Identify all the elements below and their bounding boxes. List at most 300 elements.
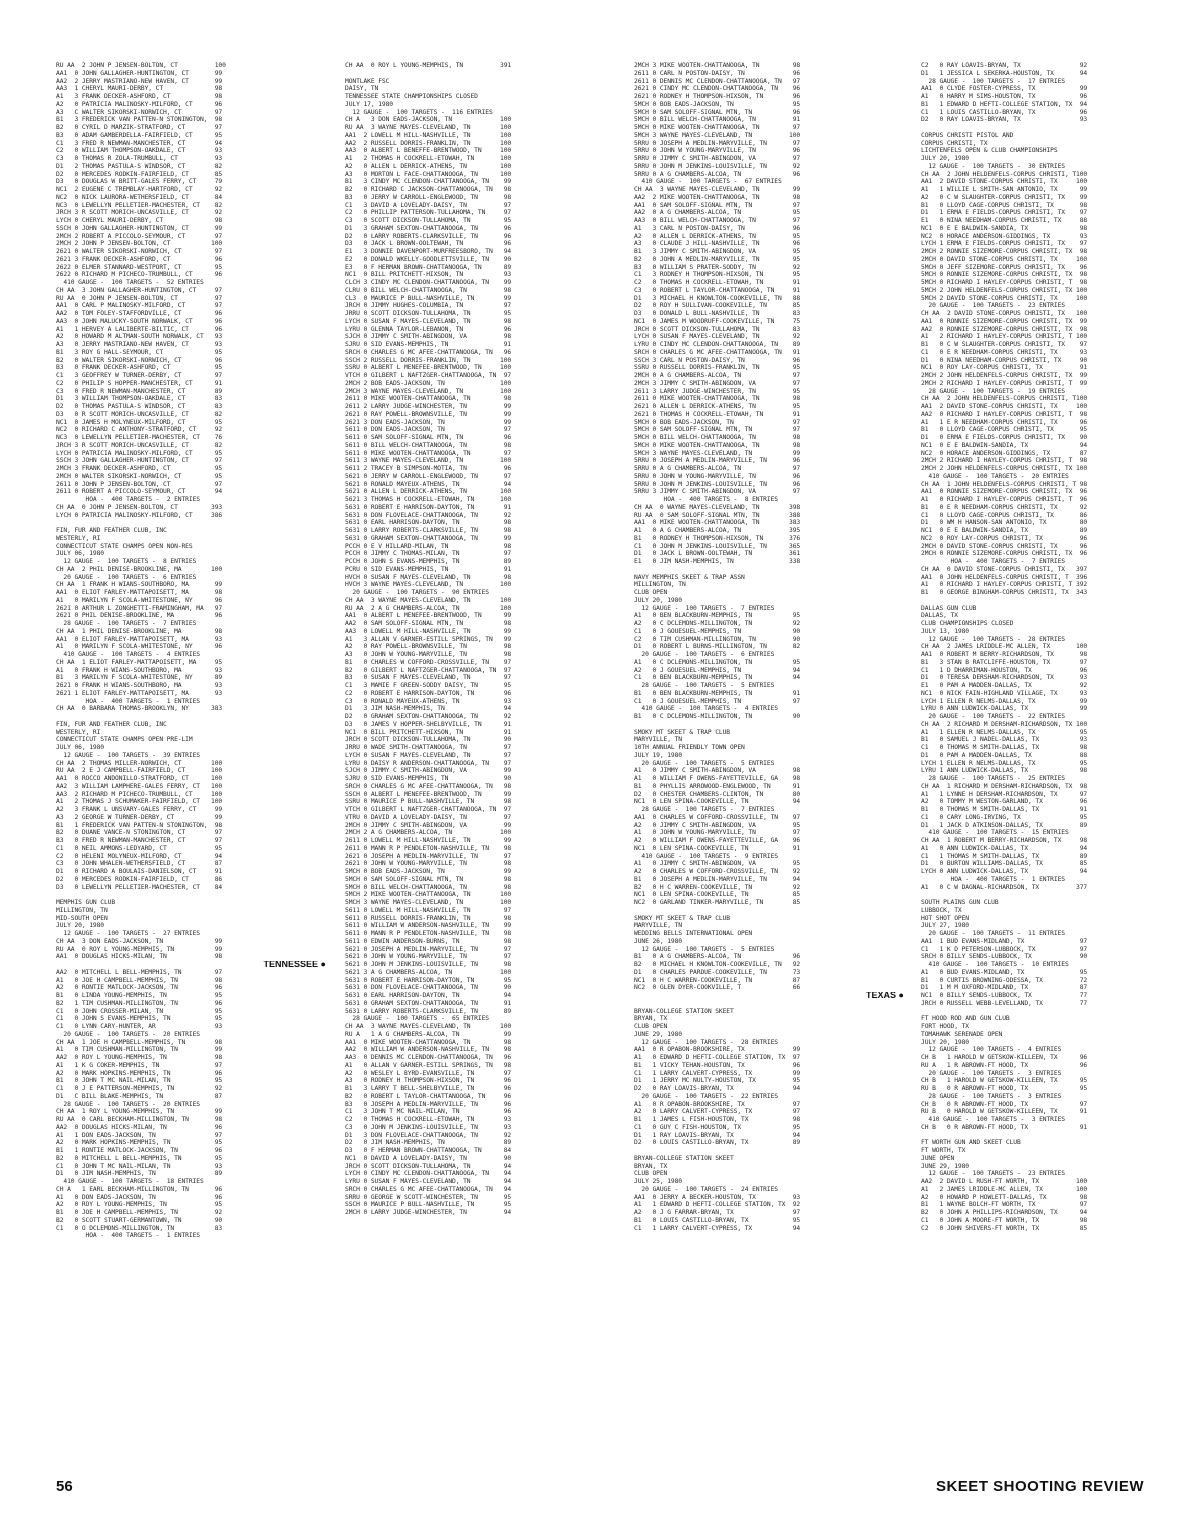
result-line: CLUB CHAMPIONSHIPS CLOSED [921,620,1014,627]
result-line: A2 0 HOWARD M ALTMAN-SOUTH NORWALK, CT 93 [56,333,223,341]
result-line: A3 0 JERRY MASTRIANO-NEW HAVEN, CT 93 [56,341,223,348]
result-line: JRCH 0 SCOTT DICKSON-TULLAHOMA, TN 90 [345,736,512,744]
results-column-2 [345,62,619,1217]
result-line: AA2 3 WILLIAM LAMPHERE-GALES FERRY, CT 100 [56,782,223,790]
result-line: CH AA 3 WAYNE MAYES-CLEVELAND, TN 100 [345,596,512,604]
results-column-1 [56,62,330,1240]
result-line: B1 0 SAMUEL J NADEL-DALLAS, TX 93 [921,736,1088,744]
result-line: LYRU 0 GLENNA TAYLOR-LEBANON, TN 96 [345,325,512,333]
result-line: AA2 0 TOM FOLEY-STAFFORDVILLE, CT 96 [56,310,223,317]
result-line: NC1 0 DAVID A LOVELADY-DAISY, TN 90 [345,1154,512,1162]
result-line: A1 0 WILLIAM F OWENS-FAYETTEVILLE, GA 98 [634,775,801,782]
result-line: D2 0 MERCEDES RODKIN-FAIRFIELD, CT 85 [56,170,223,178]
result-line: D3 0 DOUGLAS W BRITT-GALES FERRY, CT 79 [56,178,223,186]
result-line: E1 0 JIM NASH-MEMPHIS, TN 338 [634,558,801,565]
result-line: JULY 25, 1980 [634,1178,682,1185]
result-line: E3 0 F HERMAN BROWN-CHATTANOOGA, TN 89 [345,263,512,271]
result-line: 2MCH 0 JIMMY C SMITH-ABINGDON, VA 99 [345,821,512,829]
result-line: C1 0 E R NEEDHAM-CORPUS CHRISTI, TX 93 [921,348,1088,356]
result-line: AA1 2 LOWELL M HILL-NASHVILLE, TN 100 [345,131,512,139]
result-line: 20 GAUGE - 100 TARGETS - 90 ENTRIES [345,589,489,596]
result-line: 2621 1 ELIOT FARLEY-MATTAPOISETT, MA 93 [56,689,223,697]
result-line: CH AA 1 RICHARD M DERSHAM-RICHARDSON, TX 98 [921,782,1088,790]
result-line: C2 0 PHILLIP PATTERSON-TULLAHOMA, TN 97 [345,209,512,217]
result-line: RU AA 0 ROY L YOUNG-MEMPHIS, TN 99 [56,945,223,953]
result-line: 28 GAUGE - 100 TARGETS - 19 ENTRIES [921,387,1065,395]
result-line: C1 0 THOMAS M SMITH-DALLAS, TX 98 [921,744,1088,751]
result-line: AA2 0 MITCHELL L BELL-MEMPHIS, TN 97 [56,968,223,976]
page-footer [56,1478,1144,1498]
result-line: JRCH 0 RUSSELL WEBB-LEVELLAND, TX 77 [921,999,1088,1007]
page-number: 56 [56,1478,73,1495]
result-line: 5MCH 3 WAYNE MAYES-CLEVELAND, TN 100 [634,131,801,139]
result-line: NC3 0 LEWELLYN PELLETIER-MACHESTER, CT 82 [56,201,223,209]
result-line: D1 0 RICHARD A BOULAIS-DANIELSON, CT 91 [56,868,223,875]
result-line: AA1 1 BUD EVANS-MIDLAND, TX 97 [921,937,1088,945]
result-line: AA1 0 CLYDE FOSTER-CYPRESS, TX 99 [921,85,1088,93]
result-line: B1 1 VICKY TEHAN-HOUSTON, TX 96 [634,1061,801,1069]
result-line: 2622 0 ELMER STANNARD-WESTPORT, CT 95 [56,263,223,271]
result-line: D1 1 ERMA E FIELDS-CORPUS CHRISTI, TX 97 [921,209,1088,217]
result-line: C1 0 CARY LONG-IRVING, TX 95 [921,813,1088,821]
result-line: 28 GAUGE - 100 TARGETS - 17 ENTRIES [921,77,1065,85]
result-line: 2MCH 3 MIKE WOOTEN-CHATTANOOGA, TN 98 [634,62,801,69]
result-line: AA1 0 ROBERT M BERRY-RICHARDSON, TX 98 [921,651,1088,658]
result-line: LYRU 0 SUSAN F MAYES-CLEVELAND, TN 94 [345,1178,512,1185]
result-line: SSCH 0 MAURICE P BULL-NASHVILLE, TN 95 [345,1201,512,1209]
result-line: 12 GAUGE - 100 TARGETS - 30 ENTRIES [921,162,1065,170]
result-line: NC1 0 E E BALDWIN-SANDIA, TX 94 [921,441,1088,449]
result-line: A1 0 BUD EVANS-MIDLAND, TX 95 [921,968,1088,976]
result-line: AA1 0 DOUGLAS HICKS-MILAN, TN 98 [56,953,223,961]
result-line: 5611 0 DON EADS-JACKSON, TN 97 [345,426,512,434]
result-line: 20 GAUGE - 100 TARGETS - 24 ENTRIES [634,1185,778,1193]
result-line: A1 0 RICHARD I HAYLEY-CORPUS CHRISTI, T 392 [921,581,1088,589]
result-line: C1 1 D DHARRIMAN-HOUSTON, TX 96 [921,666,1088,674]
result-line: A2 0 C DCLEMONS-MILLINGTON, TN 92 [634,620,801,627]
result-line: A2 0 J GOUESUEL-MEMPHIS, TN 94 [634,666,801,674]
result-line: 2MCH 2 RICHARD I HAYLEY-CORPUS CHRISTI, T 98 [921,457,1088,465]
result-line: 410 GAUGE - 100 TARGETS - 20 ENTRIES [921,472,1069,480]
result-line: CLUB OPEN [634,1023,668,1030]
result-line: JRCH 3 R SCOTT MORICH-UNCASVILLE, CT 82 [56,441,223,449]
result-line: C2 0 WILLIAM THOMPSON-OAKDALE, CT 93 [56,147,223,155]
result-line: CH AA 0 WAYNE MAYES-CLEVELAND, TN 398 [634,503,801,511]
result-line: A3 0 RODNEY H THOMPSON-HIXSON, TN 96 [345,1077,512,1085]
result-line: 5611 0 LOWELL M HILL-NASHVILLE, TN 97 [345,906,512,914]
result-line: 2621 3 FRANK DECKER-ASHFORD, CT 96 [56,255,223,263]
result-line: A2 0 C W SLAUGHTER-CORPUS CHRISTI, TX 99 [921,193,1088,201]
result-line: D1 1 JACK D ATKINSON-DALLAS, TX 89 [921,821,1088,829]
result-line: C3 0 SCOTT DICKSON-TULLAHOMA, TN 95 [345,217,512,224]
result-line: B1 1 EDWARD D HEFTI-COLLEGE STATION, TX 94 [921,100,1088,108]
result-line: 28 GAUGE - 100 TARGETS - 25 ENTRIES [921,775,1065,782]
result-line: B1 0 LLOYD CAGE-CORPUS CHRISTI, TX 98 [921,201,1088,209]
result-line: D2 0 LARRY ROBERTS-CLARKSVILLE, TN 96 [345,232,512,240]
result-line: B1 0 CURTIS BROWNING-ODESSA, TX 72 [921,976,1088,984]
result-line: 2621 0 THOMAS H COCKRELL-ETOWAH, TN 91 [634,410,801,418]
result-line: C1 3 DAVID A LOVELADY-DAISY, TN 97 [345,201,512,209]
result-line: 5MCH 0 MIKE WOOTEN-CHATTANOOGA, TN 98 [634,441,801,449]
result-line: JUNE OPEN [921,1154,955,1162]
result-line: A1 2 RICHARD I HAYLEY-CORPUS CHRISTI, T 100 [921,333,1088,341]
result-line: B1 0 RODNEY H THOMPSON-HIXSON, TN 376 [634,534,801,542]
result-line: A2 3 FRANK L UNSVARY-GALES FERRY, CT 99 [56,806,223,813]
result-line: 28 GAUGE - 100 TARGETS - 7 ENTRIES [634,806,775,813]
result-line: 5631 0 EARL HARRISON-DAYTON, TN 94 [345,992,512,999]
result-line: LYCH 1 ELLEN R NELMS-DALLAS, TX 95 [921,759,1088,767]
result-line: DALLAS GUN CLUB [921,604,977,612]
result-line: 12 GAUGE - 100 TARGETS - 4 ENTRIES [921,1046,1062,1054]
result-line: B1 1 FREDERICK VAN PATTEN-N STONINGTON, 98 [56,821,223,829]
result-line: 410 GAUGE - 100 TARGETS - 4 ENTRIES [634,705,778,713]
result-line: 2621 0 RODNEY H THOMPSON-HIXSON, TN 96 [634,93,801,100]
result-line: 5611 0 MANN R P PENDLETON-NASHVILLE, TN 98 [345,930,512,937]
results-column-4 [921,62,1195,1232]
result-line: MEMPHIS GUN CLUB [56,899,116,906]
result-line: D1 0 ROBERT L BURNS-MILLINGTON, TN 82 [634,643,801,651]
result-line: A3 2 GEORGE W TURNER-DERBY, CT 99 [56,813,223,821]
result-line: C1 0 JOHN CROSSER-MILAN, TN 95 [56,1007,223,1015]
result-line: AA1 0 MIKE WOOTEN-CHATTANOOGA, TN 383 [634,519,801,527]
result-line: B1 0 GEORGE BINGHAM-CORPUS CHRISTI, TX 343 [921,589,1088,596]
result-line: RU B 0 HAROLD W GETSKOW-KILLEEN, TX 91 [921,1108,1088,1116]
result-line: HOA - 400 TARGETS - 1 ENTRIES [56,1232,200,1240]
result-line: 410 GAUGE - 100 TARGETS - 18 ENTRIES [56,1178,204,1185]
result-line: LYRU 0 DAISY R ANDERSON-CHATTANOOGA, TN 97 [345,759,512,767]
result-line: 2MCH 3 WAYNE MAYES-CLEVELAND, TN 100 [345,387,512,395]
result-line: 28 GAUGE - 100 TARGETS - 20 ENTRIES [56,1100,200,1108]
result-line: LYCH 1 ELLEN R NELMS-DALLAS, TX 99 [921,697,1088,705]
result-line: C1 3 MAMIE F GREEN-SODDY DAISY, TN 95 [345,682,512,689]
result-line: D1 1 M M OXFORD-MIDLAND, TX 87 [921,984,1088,992]
result-line: 2621 0 WALTER SIKORSKI-NORWICH, CT 97 [56,248,223,255]
result-line: CH AA 1 PHIL DENISE-BROOKLINE, MA 98 [56,627,223,635]
result-line: PCCH 0 JOHN S EVANS-MEMPHIS, TN 89 [345,558,512,565]
result-line: A1 1 K G COKER-MEMPHIS, TN 97 [56,1061,223,1069]
result-line: AA1 0 ELIOT FARLEY-MATTAPOISETT, MA 93 [56,635,223,643]
result-line: 2611 0 ROBERT A PICCOLO-SEYMOUR, CT 94 [56,488,223,496]
result-line: C1 0 JOHN M JENKINS-LOUISVILLE, TN 365 [634,542,801,550]
result-line: AA1 0 SAM SOLOFF-SIGNAL MTN, TN 97 [634,201,801,209]
result-line: 5RRU 0 JOHN M JENKINS-LOUISVILLE, TN 96 [634,480,801,488]
result-line: NC1 0 BILL PRITCHETT-HIXSON, TN 91 [345,728,512,736]
result-line: A1 2 JAMES LRIDDLE-MC ALLEN, TX 100 [921,1185,1088,1193]
result-line: LYCH 0 PATRICIA MALINOSKY-MILFORD, CT 386 [56,511,223,519]
result-line: 5621 0 RONALD MAYEUX-ATHENS, TN 94 [345,480,512,488]
result-line: LYCH 0 PATRICIA MALINOSKY-MILFORD, CT 95 [56,449,223,457]
result-line: 2MCH 2 A G CHAMBERS-ALCOA, TN 100 [345,829,512,837]
result-line: 5RRU 0 A G CHAMBERS-ALCOA, TN 96 [634,170,801,178]
result-line: MID-SOUTH OPEN [56,914,108,922]
result-line: B2 0 JOHN A PHILLIPS-RICHARDSON, TX 94 [921,1209,1088,1216]
result-line: 12 GAUGE - 100 TARGETS - 28 ENTRIES [634,1038,778,1046]
result-line: AA1 0 MIKE WOOTEN-CHATTANOOGA, TN 98 [345,1038,512,1046]
result-line: SMOKY MT SKEET & TRAP CLUB [634,914,730,922]
result-line: CL3 0 MAURICE P BULL-NASHVILLE, TN 99 [345,294,512,302]
result-line: B1 0 JOE H CAMPBELL-MEMPHIS, TN 92 [56,1209,223,1216]
result-line: AA1 0 RONNIE SIZEMORE-CORPUS CHRISTI, TX 99 [921,317,1088,325]
result-line: CH A 3 DON EADS-JACKSON, TN 100 [345,116,512,124]
result-line: MILLINGTON, TN [634,581,686,589]
result-line: B1 1 WAYNE BOLCH-FT WORTH, TX 97 [921,1201,1088,1209]
result-line: CH AA 1 JOE H CAMPBELL-MEMPHIS, TN 98 [56,1038,223,1046]
result-line: LICHTENFELS OPEN & CLUB CHAMPIONSHIPS [921,147,1058,155]
result-line: NAVY MEMPHIS SKEET & TRAP ASSN [634,573,745,581]
result-line [634,566,908,574]
result-line: CH AA 1 ROY L YOUNG-MEMPHIS, TN 99 [56,1108,223,1116]
result-line: CH AA 2 DAVID STONE-CORPUS CHRISTI, TX 100 [921,310,1088,317]
result-line: B1 0 THOMAS M SMITH-DALLAS, TX 91 [921,806,1088,813]
result-line [921,891,1195,899]
result-line: B1 0 E R NEEDHAM-CORPUS CHRISTI, TX 92 [921,503,1088,511]
result-line: D1 0 BURTON WILLIAMS-DALLAS, TX 85 [921,860,1088,868]
result-line: A1 0 EDWARD D HEFTI-COLLEGE STATION, TX 97 [634,1054,801,1061]
result-line: TOMAHAWK SERENADE OPEN [921,1030,1003,1038]
result-line: 5621 0 JOSEPH A MEDLIN-MARYVILLE, TN 97 [345,945,512,953]
result-line: CH AA 0 BARBARA THOMAS-BROOKLYN, NY 383 [56,705,223,713]
result-line: C1 3 RODNEY H THOMPSON-HIXSON, TN 95 [634,271,801,279]
result-line: 5MCH 0 SAM SOLOFF-SIGNAL MTN, TN 97 [634,426,801,434]
result-line: A2 0 ROY L YOUNG-MEMPHIS, TN 95 [56,1201,223,1209]
result-line: B1 0 A G CHAMBERS-ALCOA, TN 96 [634,953,801,961]
result-line: 5RRU 0 JOSEPH A MEDLIN-MARYVILLE, TN 97 [634,139,801,147]
result-line: A2 0 J G FARRAR-BRYAN, TX 97 [634,1209,801,1216]
result-line [56,713,330,721]
result-line: NC2 0 ROY LAY-CORPUS CHRISTI, TX 96 [921,534,1088,542]
result-line: 5MCH 2 JOHN HELDENFELS-CORPUS CHRISTI, TX 100 [921,286,1088,294]
result-line: 2MCH 0 DAVID STONE-CORPUS CHRISTI, TX 100 [921,255,1088,263]
result-line: HOA - 400 TARGETS - 8 ENTRIES [634,496,778,503]
result-line: B2 0 H C WARREN-COOKEVILLE, TN 92 [634,883,801,891]
result-line: C1 0 NEIL AMMONS-LEDYARD, CT 95 [56,844,223,852]
result-line: B1 0 JOSEPH A MEDLIN-MARYVILLE, TN 94 [634,875,801,883]
result-line: HVCH 3 WAYNE MAYES-CLEVELAND, TN 100 [345,581,512,589]
result-line: C1 3 FRED R NEWMAN-MANCHESTER, CT 94 [56,139,223,147]
result-line: 5611 0 RUSSELL DORRIS-FRANKLIN, TN 98 [345,914,512,922]
result-line: B1 3 MARILYN F SCOLA-WHITESTONE, NY 89 [56,674,223,682]
result-line: CH AA 3 WAYNE MAYES-CLEVELAND, TN 99 [634,186,801,193]
result-line: A1 0 JIMMY C SMITH-ABINGDON, VA 98 [634,767,801,775]
result-line: SSCH 2 RUSSELL DORRIS-FRANKLIN, TN 100 [345,356,512,364]
result-line: SOUTH PLAINS GUN CLUB [921,899,999,906]
result-line: A1 0 R OPABON-BROOKSHIRE, TX 97 [634,1100,801,1108]
result-line: 20 GAUGE - 100 TARGETS - 22 ENTRIES [634,1092,778,1100]
result-line: LUBBOCK, TX [921,906,962,914]
result-line: TENNESSEE STATE CHAMPIONSHIPS CLOSED [345,93,478,100]
result-line: SSCH 0 ALBERT L MENEFEE-BRENTWOOD, TN 99 [345,790,512,798]
result-line: WEDDING BELLS INTERNATIONAL OPEN [634,930,753,937]
result-line: A2 0 WILLIAM F OWENS-FAYETTEVILLE, GA 96 [634,837,801,844]
result-line: BRYAN-COLLEGE STATION SKEET [634,1154,734,1162]
result-line: 5MCH 2 MIKE WOOTEN-CHATTANOOGA, TN 100 [345,891,512,899]
result-line: CONNECTICUT STATE CHAMPS OPEN PRE-LIM [56,736,193,744]
result-line: A1 1 E R NEEDHAM-CORPUS CHRISTI, TX 96 [921,418,1088,426]
result-line: RU AA 0 JOHN P JENSEN-BOLTON, CT 97 [56,294,223,302]
result-line: 5RRU 0 A G CHAMBERS-ALCOA, TN 97 [634,465,801,472]
result-line: NC2 0 HORACE ANDERSON-GIDDINGS, TX 93 [921,232,1088,240]
result-line: D1 1 JERRY MC NULTY-HOUSTON, TX 95 [634,1077,801,1085]
result-line: A2 0 WESLEY L BYRD-EVANSVILLE, TN 97 [345,1069,512,1077]
result-line: D1 0 JACK L BROWN-OOLTEWAH, TN 361 [634,550,801,558]
result-line: B1 3 LARRY T BELL-SHELBYVILLE, TN 96 [345,1085,512,1092]
result-line: 5631 0 GRAHAM SEXTON-CHATTANOOGA, TN 99 [345,534,512,542]
result-line: CH AA 2 THOMAS MILLER-NORWICH, CT 100 [56,759,223,767]
result-line: 5RRU 3 JIMMY C SMITH-ABINGDON, VA 97 [634,488,801,496]
result-line: 5MCH 0 BOB EADS-JACKSON, TN 95 [634,100,801,108]
result-line: CH AA 1 JOHN HELDENFELS-CORPUS CHRISTI, T 98 [921,480,1088,488]
result-line: C1 0 BEN BLACKBURN-MEMPHIS, TN 94 [634,674,801,682]
result-line: C2 0 THOMAS H COCKRELL-ETOWAH, TN 91 [634,279,801,286]
result-line: 5631 0 GRAHAM SEXTON-CHATTANOOGA, TN 91 [345,999,512,1007]
result-line: LYRU 0 ANN LUDWICK-DALLAS, TX 99 [921,705,1088,713]
result-line: D1 C BILL BLAKE-MEMPHIS, TN 87 [56,1092,223,1100]
result-line: 5621 3 A G CHAMBERS-ALCOA, TN 100 [345,968,512,976]
result-line: E1 0 PAM A MADDEN-DALLAS, TX 92 [921,682,1088,689]
result-line: MARYVILLE, TN [634,736,682,744]
results-column-3 [634,62,908,1232]
result-line: 2MCH 2 JOHN HELDENFELS-CORPUS CHRISTI, TX 99 [921,372,1088,379]
result-line: 5MCH 0 BOB EADS-JACKSON, TN 99 [345,868,512,875]
result-line: LYCH 0 SUSAN F MAYES-CLEVELAND, TN 92 [634,333,801,341]
result-line: B3 0 SUSAN F MAYES-CLEVELAND, TN 97 [345,674,512,682]
result-line: JULY 20, 1980 [921,155,969,162]
result-line: 2MCH 2 BOB EADS-JACKSON, TN 100 [345,379,512,387]
result-line: RU AA 3 WAYNE MAYES-CLEVELAND, TN 100 [345,124,512,131]
result-line: AA1 0 RONNIE SIZEMORE-CORPUS CHRISTI, TX 96 [921,488,1088,496]
result-line: CH B 1 HAROLD W GETSKOW-KILLEEN, TX 95 [921,1077,1088,1085]
result-line: NC2 0 NICK LAURORA-WETHERSFIELD, CT 84 [56,193,223,201]
result-line: HOA - 400 TARGETS - 1 ENTRIES [56,697,200,705]
result-line: 5MCH 2 DAVID STONE-CORPUS CHRISTI, TX 100 [921,294,1088,302]
result-line: VTRU 0 DAVID A LOVELADY-DAISY, TN 97 [345,813,512,821]
result-line: A1 0 ANN LUDWICK-DALLAS, TX 94 [921,844,1088,852]
result-line: D3 0 R SCOTT MORICH-UNCASVILLE, CT 82 [56,410,223,418]
result-line: 5MCH 3 WAYNE MAYES-CLEVELAND, TN 100 [345,899,512,906]
result-line: A1 3 CARL N POSTON-DAISY, TN 96 [634,224,801,232]
result-line: CH AA 3 WAYNE MAYES-CLEVELAND, TN 100 [345,1023,512,1030]
result-line: NC1 0 ROY LAY-CORPUS CHRISTI, TX 91 [921,364,1088,372]
result-line: D1 0 NINA NEEDHAM-CORPUS CHRISTI, TX 90 [921,356,1088,364]
result-line: A1 0 BEN BLACKBURN-MEMPHIS, TN 95 [634,612,801,620]
result-line: 5RRU 0 JOSEPH A MEDLIN-MARYVILLE, TN 96 [634,457,801,465]
result-line: JULY 27, 1980 [921,922,969,930]
result-line [921,597,1195,605]
result-line: D2 0 GRAHAM SEXTON-CHATTANOOGA, TN 92 [345,713,512,720]
result-line: MILLINGTON, TN [56,906,108,914]
result-line: HOA - 400 TARGETS - 1 ENTRIES [921,875,1065,883]
state-header: TEXAS ● [866,992,904,1000]
result-line: 2611 0 JOHN P JENSEN-BOLTON, CT 97 [56,480,223,488]
result-line: 2621 0 ARTHUR L ZONGHETTI-FRAMINGHAM, MA 97 [56,604,223,612]
result-line: C2 0 HELENI MOLYNEUX-MILFORD, CT 94 [56,852,223,860]
result-line: C2 0 TIM CUSHMAN-MILLINGTON, TN 90 [634,635,801,643]
result-line: 12 GAUGE - 100 TARGETS - 28 ENTRIES [921,635,1065,643]
result-line: FIN, FUR AND FEATHER CLUB, INC [56,527,167,534]
result-line: 12 GAUGE - 100 TARGETS - 7 ENTRIES [634,604,775,612]
result-line: NC2 0 GLEN DYER-COOKVILLE, T 66 [634,984,801,992]
result-line: SSCH 3 CARL N POSTON-DAISY, TN 96 [634,356,801,364]
result-line: 5631 0 DON FLOVELACE-CHATTANOOGA, TN 92 [345,511,512,519]
result-line: A1 0 A G CHAMBERS-ALCOA, TN 395 [634,527,801,534]
result-line: SRCH 0 CHARLES G MC AFEE-CHATTANOOGA, TN 94 [345,1185,512,1193]
result-line: AA3 0 JOHN MALUCKY-SOUTH NORWALK, CT 96 [56,317,223,325]
result-line: LYCH 1 ERMA E FIELDS-CORPUS CHRISTI, TX 97 [921,240,1088,248]
result-line: A1 3 FRANK DECKER-ASHFORD, CT 98 [56,93,223,100]
result-line: C3 0 THOMAS R ZOLA-TRUMBULL, CT 93 [56,155,223,162]
result-line: AA2 2 DAVID L RUSH-FT WORTH, TX 100 [921,1178,1088,1185]
result-line: 5MCH 0 MIKE WOOTEN-CHATTANOOGA, TN 97 [634,124,801,131]
result-line: D1 0 TERESA DERSHAM-RICHARDSON, TX 93 [921,674,1088,682]
result-line: CH AA 3 DON EADS-JACKSON, TN 99 [56,937,223,945]
result-line: WESTERLY, RI [56,728,101,736]
result-line: SJCH 0 JIMMY C SMITH-ABINGDON, VA 98 [345,333,512,341]
result-line: 410 GAUGE - 100 TARGETS - 52 ENTRIES [56,279,204,286]
result-line: NC1 0 E E BALDWIN-SANDIA, TX 98 [921,224,1088,232]
result-line: 5611 0 EDWIN ANDERSON-BURNS, TN 98 [345,937,512,945]
result-line: 2MCH 0 DAVID STONE-CORPUS CHRISTI, TX 96 [921,542,1088,550]
result-line: 5621 3 THOMAS H COCKRELL-ETOWAH, TN 100 [345,496,512,503]
result-line: 28 GAUGE - 100 TARGETS - 7 ENTRIES [56,620,197,627]
result-line: C3 0 JOHN M JENKINS-LOUISVILLE, TN 93 [345,1123,512,1131]
result-line: B2 0 RICHARD C JACKSON-CHATTANOOGA, TN 98 [345,186,512,193]
result-line: AA1 0 JOHN HELDENFELS-CORPUS CHRISTI, T 396 [921,573,1088,581]
result-line: 2MCH 0 LARRY JUDGE-WINCHESTER, TN 94 [345,1209,512,1216]
result-line: 12 GAUGE - 100 TARGETS - 116 ENTRIES [345,108,493,116]
result-line: 410 GAUGE - 100 TARGETS - 9 ENTRIES [634,852,778,860]
result-line: 5611 3 WAYNE MAYES-CLEVELAND, TN 100 [345,457,512,465]
result-line: CH AA 2 PHIL DENISE-BROOKLINE, MA 100 [56,565,223,573]
result-line: AA1 0 CHARLES W COFFORD-CROSSVILLE, TN 97 [634,813,801,821]
result-line: 5611 0 SAM SOLOFF-SIGNAL MTN, TN 96 [345,434,512,441]
result-line: D1 3 MICHAEL H KNOWLTON-COOKEVILLE, TN 88 [634,294,801,302]
result-line: A3 0 MORTON L FACE-CHATTANOOGA, TN 100 [345,170,512,178]
result-line: SRCH 0 CHARLES G MC AFEE-CHATTANOOGA, TN 98 [345,782,512,790]
result-line: SSRU 0 ALBERT L MENEFEE-BRENTWOOD, TN 100 [345,364,512,372]
result-line: C1 0 LYNN CARY-HUNTER, AR 93 [56,1023,223,1030]
result-line: C1 1 LARRY CALVERT-CYPRESS, TX 94 [634,1224,801,1232]
result-line: SJCH 0 JIMMY C SMITH-ABINGDON, VA 99 [345,767,512,775]
result-line: A1 2 THOMAS J SCHUMAKER-FAIRFIELD, CT 100 [56,798,223,806]
result-line: 5MCH 0 RICHARD I HAYLEY-CORPUS CHRISTI, T 98 [921,279,1088,286]
result-line: RU A 1 A G CHAMBERS-ALCOA, TN 99 [345,1030,512,1038]
result-line: CLRU 0 BILL WELCH-CHATTANOOGA, TN 98 [345,286,512,294]
result-line: JULY 20, 1980 [634,596,682,604]
result-line [634,721,908,729]
result-line: D3 0 DONALD L BULL-NASHVILLE, TN 83 [634,310,801,317]
result-line: LYCH 0 CHERYL MAURI-DERBY, CT 98 [56,217,223,224]
result-line: 5631 0 EARL HARRISON-DAYTON, TN 98 [345,519,512,527]
result-line: B3 0 JOSEPH A MEDLIN-MARYVILLE, TN 96 [345,1100,512,1108]
result-line: A2 0 MARK HOPKINS-MEMPHIS, TN 95 [56,1139,223,1147]
result-line: E2 0 DONALD WKELLY-GOODLETTSVILLE, TN 90 [345,255,512,263]
result-line: RU A 1 R ABROWN-FT HOOD, TX 96 [921,1061,1088,1069]
result-line: A1 0 MARILYN F SCOLA-WHITESTONE, NY 96 [56,596,223,604]
result-line: CH B 0 R ABROWN-FT HOOD, TX 97 [921,1100,1088,1108]
result-line: JUNE 29, 1980 [634,1030,682,1038]
result-line: D3 0 JAMES V HOPPER-SHELBYVILLE, TN 91 [345,720,512,728]
result-line: A2 0 CHARLES W COFFORD-CROSSVILLE, TN 92 [634,868,801,875]
result-line: 5631 0 LARRY ROBERTS-CLARKSVILLE, TN 98 [345,527,512,534]
result-line: CONNECTICUT STATE CHAMPS OPEN NON-RES [56,542,193,550]
result-line: JULY 06, 1980 [56,744,104,751]
result-line: C1 1 LARRY CALVERT-CYPRESS, TX 99 [634,1069,801,1077]
result-line: CH AA 1 ELIOT FARLEY-MATTAPOISETT, MA 95 [56,658,223,666]
result-line: C1 3 JOHN T MC NAIL-MILAN, TN 96 [345,1108,512,1116]
result-line: 2MCH 3 FRANK DECKER-ASHFORD, CT 95 [56,465,223,472]
result-line: 2611 0 MIKE WOOTEN-CHATTANOOGA, TN 98 [634,395,801,403]
result-line: C2 0 ROBERT E HARRISON-DAYTON, TN 96 [345,689,512,697]
